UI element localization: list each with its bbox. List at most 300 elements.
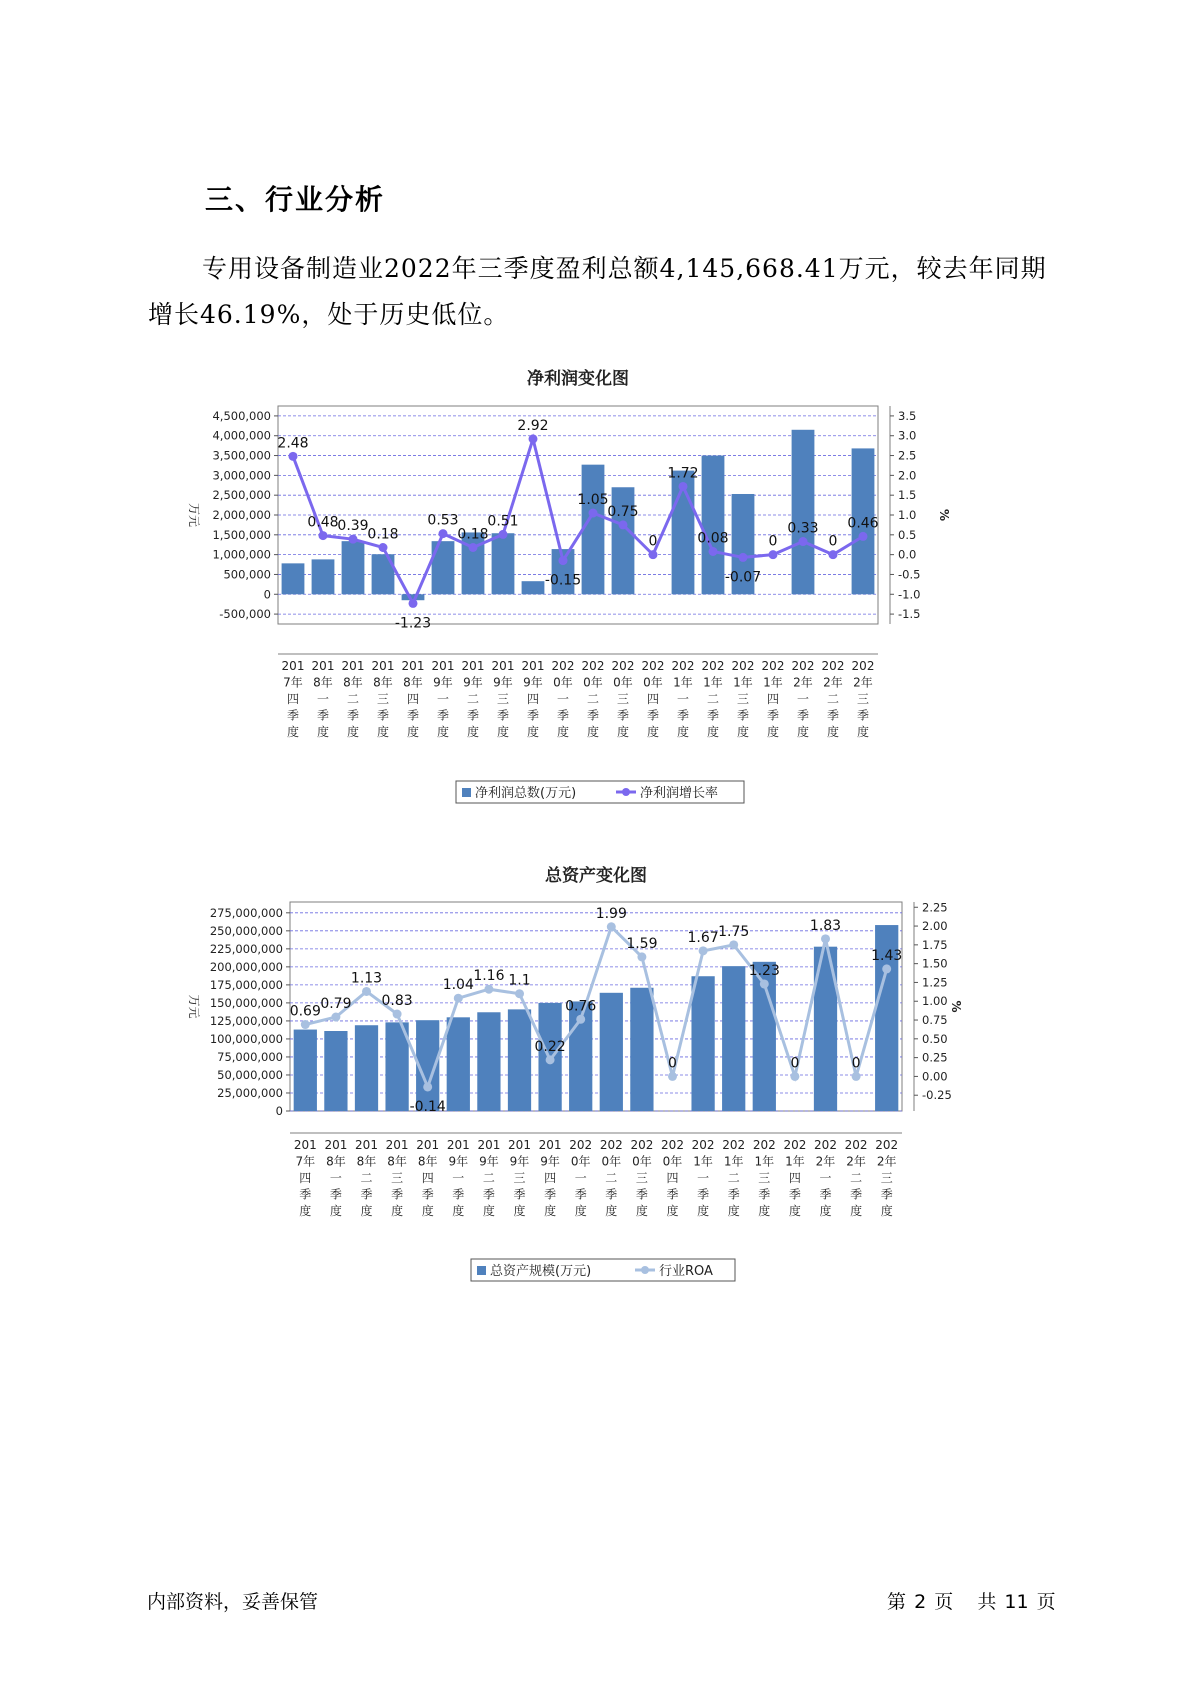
line-point — [649, 550, 658, 559]
x-tick-label: 季 — [556, 708, 570, 723]
x-tick-label: 一 — [574, 1171, 587, 1185]
x-tick-label: 季 — [482, 1187, 495, 1202]
x-tick-label: 季 — [452, 1187, 465, 1202]
x-tick-label: 一 — [329, 1171, 342, 1185]
y-tick-label: 0 — [263, 587, 271, 602]
y2-tick-label: 1.50 — [922, 956, 948, 971]
x-tick-label: 季 — [316, 708, 330, 723]
x-tick-label: 9年 — [540, 1154, 560, 1169]
bar — [477, 1012, 500, 1111]
x-tick-label: 三 — [758, 1171, 771, 1185]
x-tick-label: 季 — [826, 708, 840, 723]
x-tick-label: 度 — [544, 1204, 557, 1218]
x-tick-label: 2年 — [823, 675, 843, 690]
y-tick-label: 175,000,000 — [209, 977, 283, 992]
line-point — [852, 1072, 861, 1081]
y-tick-label: 250,000,000 — [209, 923, 283, 938]
bar — [702, 456, 725, 595]
line-point — [799, 537, 808, 546]
x-tick-label: 三 — [376, 692, 390, 706]
data-label: 0.75 — [607, 503, 639, 520]
line-point — [829, 550, 838, 559]
line-point — [739, 553, 748, 562]
chart-title: 总资产变化图 — [545, 866, 647, 886]
x-tick-label: 季 — [286, 708, 300, 723]
x-tick-label: 201 — [293, 1138, 317, 1152]
net-profit-chart — [187, 368, 1020, 842]
x-tick-label: 度 — [856, 725, 870, 739]
x-tick-label: 度 — [616, 725, 630, 739]
bar — [722, 966, 745, 1111]
y2-tick-label: 0.5 — [898, 527, 917, 542]
line-point — [319, 531, 328, 540]
x-tick-label: 201 — [491, 659, 515, 673]
x-tick-label: 四 — [421, 1171, 434, 1185]
y-tick-label: 150,000,000 — [209, 995, 283, 1010]
line-point — [607, 922, 616, 931]
x-tick-label: 季 — [676, 708, 690, 723]
x-tick-label: 季 — [850, 1187, 863, 1202]
x-tick-label: 1年 — [763, 675, 783, 690]
x-tick-label: 季 — [788, 1187, 801, 1202]
data-label: 0.51 — [487, 513, 519, 530]
data-label: 1.13 — [350, 970, 383, 987]
line-point — [821, 934, 830, 943]
data-label: -0.15 — [544, 572, 582, 589]
x-tick-label: 一 — [819, 1171, 832, 1185]
data-label: 0.08 — [697, 530, 729, 547]
x-tick-label: 一 — [697, 1171, 710, 1185]
x-tick-label: 四 — [286, 692, 300, 706]
x-tick-label: 度 — [466, 725, 480, 739]
x-tick-label: 8年 — [417, 1154, 438, 1169]
y2-tick-label: -1.5 — [898, 607, 921, 622]
data-label: 0 — [828, 533, 838, 550]
x-tick-label: 202 — [821, 659, 845, 673]
y2-tick-label: 3.0 — [898, 428, 917, 443]
line-point — [289, 452, 298, 461]
x-tick-label: 度 — [360, 1204, 373, 1218]
x-tick-label: 8年 — [373, 675, 393, 690]
data-label: 0.18 — [457, 526, 489, 543]
line-point — [576, 1015, 585, 1024]
data-label: 0 — [790, 1055, 800, 1072]
x-tick-label: 季 — [586, 708, 600, 723]
x-tick-label: 7年 — [295, 1154, 316, 1169]
x-tick-label: 三 — [880, 1171, 893, 1185]
x-tick-label: 202 — [844, 1138, 868, 1152]
x-tick-label: 二 — [605, 1171, 618, 1185]
x-tick-label: 2年 — [876, 1154, 897, 1169]
y2-tick-label: 2.25 — [922, 900, 948, 915]
data-label: 2.92 — [517, 417, 549, 434]
x-tick-label: 201 — [311, 659, 335, 673]
x-tick-label: 2年 — [853, 675, 873, 690]
data-label: 0.79 — [320, 996, 352, 1013]
x-tick-label: 季 — [727, 1187, 740, 1202]
x-tick-label: 度 — [586, 725, 600, 739]
data-label: 0.18 — [367, 526, 399, 543]
y2-axis-title: % — [949, 1000, 963, 1013]
x-tick-label: 三 — [635, 1171, 648, 1185]
x-tick-label: 201 — [416, 1138, 440, 1152]
chart-title: 净利润变化图 — [527, 369, 629, 389]
x-tick-label: 度 — [329, 1204, 342, 1218]
x-tick-label: 二 — [346, 692, 360, 706]
x-tick-label: 2年 — [815, 1154, 836, 1169]
x-tick-label: 度 — [299, 1204, 312, 1218]
bar — [447, 1017, 470, 1111]
y-tick-label: 3,500,000 — [212, 448, 271, 463]
x-tick-label: 度 — [286, 725, 300, 739]
x-tick-label: 0年 — [601, 1154, 622, 1169]
x-tick-label: 度 — [880, 1204, 893, 1218]
line-point — [469, 543, 478, 552]
x-tick-label: 1年 — [754, 1154, 775, 1169]
x-tick-label: 201 — [281, 659, 305, 673]
data-label: 1.05 — [577, 492, 609, 509]
y2-tick-label: 1.00 — [922, 994, 948, 1009]
y2-tick-label: 0.25 — [922, 1050, 948, 1065]
x-tick-label: 二 — [466, 692, 480, 706]
x-tick-label: 2年 — [793, 675, 813, 690]
data-label: 0.39 — [337, 518, 369, 535]
page-suffix: 页 — [1036, 1591, 1056, 1613]
x-tick-label: 四 — [766, 692, 780, 706]
x-tick-label: 一 — [316, 692, 330, 706]
x-tick-label: 四 — [299, 1171, 312, 1185]
data-label: 0.33 — [787, 520, 819, 537]
data-label: 1.04 — [442, 977, 474, 994]
x-tick-label: 202 — [671, 659, 695, 673]
x-tick-label: 二 — [706, 692, 720, 706]
line-point — [709, 547, 718, 556]
x-tick-label: 三 — [736, 692, 750, 706]
x-tick-label: 三 — [513, 1171, 526, 1185]
data-label: 1.99 — [595, 905, 627, 922]
x-tick-label: 度 — [346, 725, 360, 739]
x-tick-label: 季 — [376, 708, 390, 723]
x-tick-label: 9年 — [523, 675, 543, 690]
x-tick-label: 季 — [391, 1187, 404, 1202]
line-point — [499, 530, 508, 539]
legend-bar-swatch — [462, 788, 471, 797]
y-tick-label: 200,000,000 — [209, 959, 283, 974]
x-tick-label: 201 — [461, 659, 485, 673]
x-tick-label: 度 — [482, 1204, 495, 1218]
bar — [600, 993, 623, 1111]
x-tick-label: 季 — [605, 1187, 618, 1202]
y-tick-label: 125,000,000 — [209, 1013, 283, 1028]
y2-tick-label: 0.75 — [922, 1013, 948, 1028]
x-tick-label: 季 — [819, 1187, 832, 1202]
line-point — [349, 535, 358, 544]
y-axis-title: 万元 — [187, 502, 201, 528]
y2-tick-label: 3.5 — [898, 408, 917, 423]
footer-page-info — [887, 1587, 1056, 1614]
x-tick-label: 季 — [360, 1187, 373, 1202]
data-label: 1.1 — [508, 972, 531, 989]
x-tick-label: 四 — [544, 1171, 557, 1185]
data-label: 0 — [851, 1055, 861, 1072]
x-tick-label: 度 — [706, 725, 720, 739]
x-tick-label: 202 — [761, 659, 785, 673]
x-tick-label: 度 — [605, 1204, 618, 1218]
y-tick-label: 225,000,000 — [209, 941, 283, 956]
x-tick-label: 度 — [452, 1204, 465, 1218]
x-tick-label: 0年 — [632, 1154, 652, 1169]
page-mid: 页 共 — [934, 1591, 997, 1613]
line-point — [668, 1072, 677, 1081]
x-tick-label: 1年 — [693, 1154, 713, 1169]
x-tick-label: 季 — [346, 708, 360, 723]
data-label: 0.22 — [534, 1038, 566, 1055]
x-tick-label: 季 — [513, 1187, 526, 1202]
x-tick-label: 季 — [466, 708, 480, 723]
x-tick-label: 0年 — [662, 1154, 683, 1169]
x-tick-label: 四 — [526, 692, 540, 706]
data-label: -0.14 — [409, 1098, 446, 1115]
x-tick-label: 202 — [722, 1138, 746, 1152]
legend-line-label: 行业ROA — [659, 1264, 713, 1279]
data-label: 0.53 — [427, 512, 459, 529]
x-tick-label: 季 — [697, 1187, 710, 1202]
x-tick-label: 7年 — [283, 675, 303, 690]
x-tick-label: 二 — [482, 1171, 495, 1185]
x-tick-label: 202 — [581, 659, 605, 673]
x-tick-label: 9年 — [479, 1154, 499, 1169]
x-tick-label: 202 — [752, 1138, 776, 1152]
line-point — [409, 599, 418, 608]
x-tick-label: 度 — [766, 725, 780, 739]
x-tick-label: 季 — [329, 1187, 342, 1202]
bar — [312, 559, 335, 594]
y-tick-label: 0 — [275, 1104, 283, 1118]
page-number: 2 — [914, 1591, 927, 1613]
summary-paragraph: 专用设备制造业2022年三季度盈利总额4,145,668.41万元，较去年同期增长46.19%，处于历史低位。 — [148, 254, 1047, 329]
data-label: 1.59 — [626, 935, 658, 952]
x-tick-label: 二 — [850, 1171, 863, 1185]
page-prefix: 第 — [887, 1591, 907, 1613]
x-tick-label: 二 — [360, 1171, 373, 1185]
x-tick-label: 202 — [661, 1138, 684, 1152]
y-tick-label: 2,000,000 — [212, 508, 271, 522]
bar — [582, 465, 605, 595]
y-tick-label: 275,000,000 — [209, 905, 283, 920]
y2-tick-label: 0.0 — [898, 547, 917, 562]
x-tick-label: 202 — [630, 1138, 654, 1152]
x-tick-label: 9年 — [509, 1154, 530, 1169]
x-tick-label: 201 — [385, 1138, 409, 1152]
data-label: 0.83 — [381, 993, 413, 1010]
line-point — [362, 987, 371, 996]
x-tick-label: 四 — [666, 1171, 679, 1185]
x-tick-label: 季 — [574, 1187, 587, 1202]
legend-bar-label: 净利润总数(万元) — [475, 786, 577, 801]
x-tick-label: 三 — [616, 692, 630, 706]
data-label: 0 — [648, 533, 658, 550]
legend-bar-swatch — [477, 1266, 486, 1275]
y2-tick-label: 2.0 — [898, 468, 917, 483]
bar — [630, 988, 653, 1111]
x-tick-label: 一 — [556, 692, 570, 706]
x-tick-label: 0年 — [583, 675, 603, 690]
bar — [522, 581, 545, 594]
x-tick-label: 9年 — [463, 675, 483, 690]
line-point — [423, 1082, 432, 1091]
x-tick-label: 三 — [391, 1171, 404, 1185]
x-tick-label: 季 — [526, 708, 540, 723]
footer-confidential: 内部资料，妥善保管 — [147, 1591, 319, 1613]
bar — [355, 1025, 378, 1111]
x-tick-label: 8年 — [387, 1154, 407, 1169]
x-tick-label: 201 — [521, 659, 545, 673]
x-tick-label: 季 — [646, 708, 660, 723]
x-tick-label: 度 — [727, 1204, 740, 1218]
y-tick-label: 4,500,000 — [212, 408, 271, 423]
line-point — [637, 952, 646, 961]
data-label: -0.07 — [724, 569, 762, 586]
line-point — [546, 1055, 555, 1064]
x-tick-label: 度 — [574, 1204, 587, 1218]
y-tick-label: 100,000,000 — [209, 1031, 283, 1046]
x-tick-label: 度 — [646, 725, 660, 739]
line-point — [454, 994, 463, 1003]
data-label: 1.75 — [718, 923, 750, 940]
x-tick-label: 季 — [406, 708, 420, 723]
data-label: 0.48 — [307, 514, 339, 531]
x-tick-label: 201 — [341, 659, 365, 673]
y2-tick-label: -0.5 — [898, 567, 921, 582]
data-label: 0 — [768, 533, 778, 550]
data-label: 0.69 — [289, 1003, 321, 1020]
x-tick-label: 季 — [856, 708, 870, 723]
x-tick-label: 季 — [299, 1187, 312, 1202]
data-label: 0 — [668, 1055, 677, 1072]
x-tick-label: 四 — [406, 692, 420, 706]
total-assets-chart-svg — [187, 866, 1020, 1338]
y-tick-label: 2,500,000 — [212, 488, 271, 503]
x-tick-label: 202 — [814, 1138, 837, 1152]
x-tick-label: 二 — [727, 1171, 740, 1185]
x-tick-label: 1年 — [703, 675, 723, 690]
section-heading: 三、行业分析 — [205, 183, 386, 216]
x-tick-label: 8年 — [313, 675, 333, 690]
x-tick-label: 季 — [666, 1187, 679, 1202]
x-tick-label: 1年 — [673, 675, 693, 690]
bar — [691, 976, 714, 1111]
page-total: 11 — [1004, 1591, 1029, 1613]
net-profit-chart-svg — [187, 368, 1020, 838]
x-tick-label: 0年 — [613, 675, 633, 690]
y-tick-label: -500,000 — [219, 607, 271, 622]
x-tick-label: 度 — [316, 725, 330, 739]
data-label: 2.48 — [277, 435, 309, 452]
y-tick-label: 500,000 — [223, 567, 271, 582]
x-tick-label: 季 — [880, 1187, 893, 1202]
x-tick-label: 202 — [551, 659, 575, 673]
x-tick-label: 度 — [697, 1204, 710, 1218]
line-point — [439, 529, 448, 538]
x-tick-label: 1年 — [723, 1154, 744, 1169]
y-tick-label: 50,000,000 — [217, 1067, 283, 1082]
legend-line-marker — [622, 788, 630, 796]
line-point — [619, 520, 628, 529]
x-tick-label: 一 — [796, 692, 810, 706]
x-tick-label: 201 — [508, 1138, 531, 1152]
x-tick-label: 二 — [586, 692, 600, 706]
x-tick-label: 201 — [446, 1138, 470, 1152]
x-tick-label: 202 — [791, 659, 815, 673]
y-axis-title: 万元 — [187, 994, 201, 1019]
x-tick-label: 8年 — [343, 675, 363, 690]
x-tick-label: 0年 — [643, 675, 663, 690]
x-tick-label: 季 — [766, 708, 780, 723]
line-point — [589, 509, 598, 518]
y-tick-label: 25,000,000 — [217, 1085, 283, 1100]
x-tick-label: 度 — [406, 725, 420, 739]
x-tick-label: 二 — [826, 692, 840, 706]
x-tick-label: 度 — [758, 1204, 771, 1218]
x-tick-label: 2年 — [846, 1154, 866, 1169]
y2-tick-label: -0.25 — [922, 1088, 952, 1103]
line-point — [529, 434, 538, 443]
line-point — [729, 940, 738, 949]
legend-line-label: 净利润增长率 — [640, 786, 719, 801]
x-tick-label: 8年 — [326, 1154, 346, 1169]
data-label: 1.83 — [809, 917, 842, 934]
data-label: 0.76 — [565, 998, 597, 1015]
x-tick-label: 201 — [477, 1138, 501, 1152]
data-label: -1.23 — [394, 615, 432, 632]
x-tick-label: 度 — [376, 725, 390, 739]
x-tick-label: 度 — [676, 725, 690, 739]
line-point — [379, 543, 388, 552]
line-point — [484, 985, 493, 994]
x-tick-label: 一 — [452, 1171, 465, 1185]
x-tick-label: 四 — [788, 1171, 801, 1185]
x-tick-label: 9年 — [493, 675, 513, 690]
x-tick-label: 度 — [796, 725, 810, 739]
x-tick-label: 0年 — [553, 675, 573, 690]
x-tick-label: 季 — [706, 708, 720, 723]
line-point — [859, 532, 868, 541]
x-tick-label: 202 — [611, 659, 635, 673]
x-tick-label: 三 — [496, 692, 510, 706]
x-tick-label: 201 — [324, 1138, 348, 1152]
x-tick-label: 季 — [635, 1187, 648, 1202]
x-tick-label: 度 — [421, 1204, 434, 1218]
x-tick-label: 季 — [496, 708, 510, 723]
x-tick-label: 202 — [875, 1138, 899, 1152]
x-tick-label: 度 — [526, 725, 540, 739]
bar — [294, 1030, 317, 1111]
x-tick-label: 8年 — [356, 1154, 377, 1169]
line-point — [790, 1072, 799, 1081]
data-label: 1.67 — [687, 929, 719, 946]
x-tick-label: 9年 — [433, 675, 453, 690]
y-tick-label: 1,000,000 — [212, 547, 271, 562]
y2-tick-label: 1.75 — [922, 937, 948, 952]
x-tick-label: 度 — [666, 1204, 679, 1218]
x-tick-label: 202 — [691, 1138, 715, 1152]
x-tick-label: 度 — [788, 1204, 801, 1218]
x-tick-label: 一 — [676, 692, 690, 706]
x-tick-label: 202 — [731, 659, 755, 673]
y2-tick-label: 0.00 — [922, 1069, 948, 1084]
legend-line-marker — [641, 1266, 649, 1274]
x-tick-label: 202 — [569, 1138, 593, 1152]
